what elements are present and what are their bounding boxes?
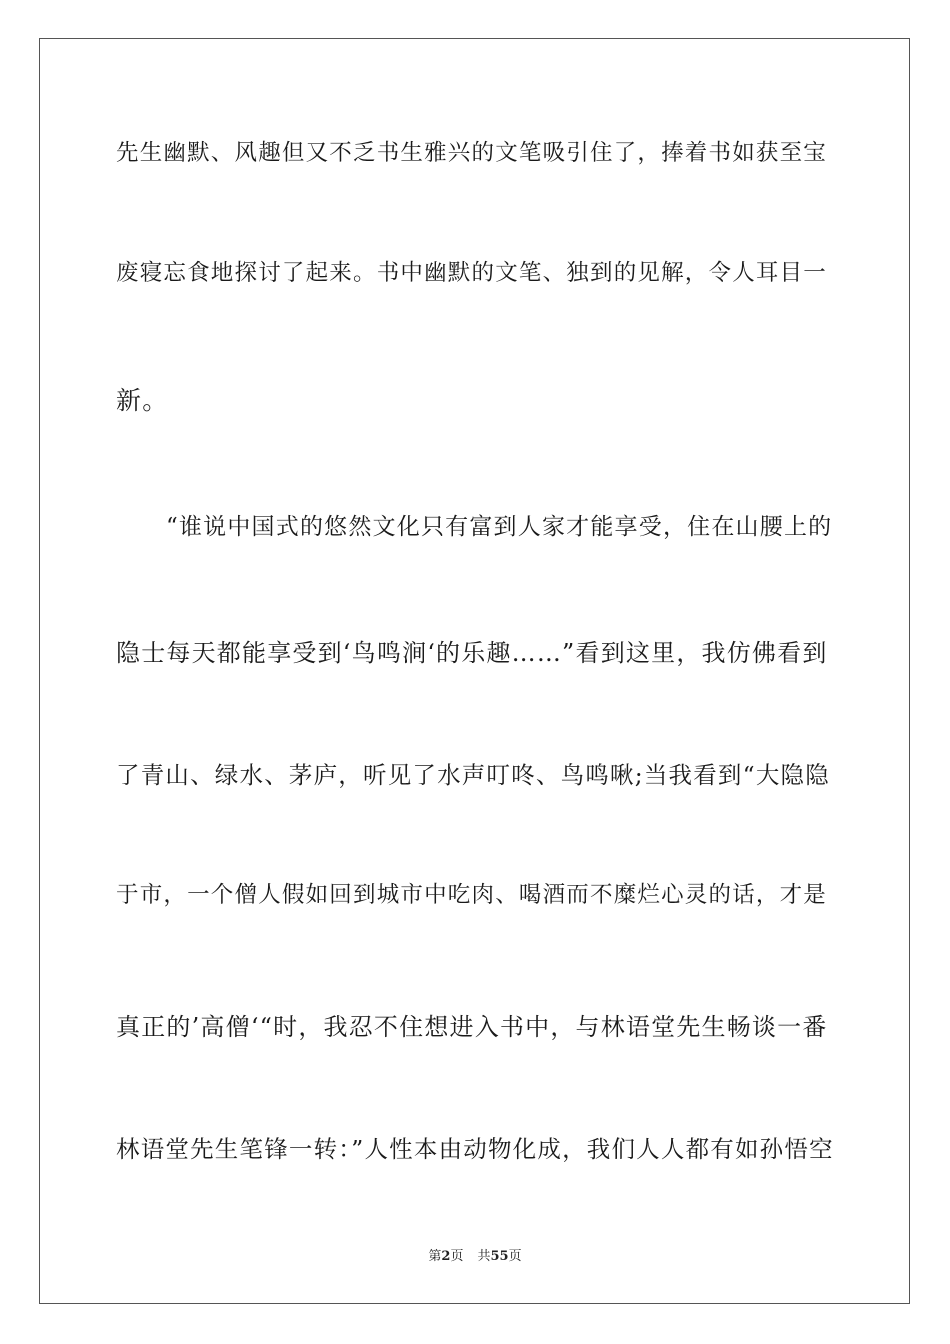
page-number: 2	[441, 1249, 451, 1264]
text-line: 真正的’高僧‘“时，我忍不住想进入书中，与林语堂先生畅谈一番	[116, 1013, 828, 1041]
text-line: 了青山、绿水、茅庐，听见了水声叮咚、鸟鸣啾;当我看到“大隐隐	[116, 761, 830, 789]
footer-prefix: 第	[428, 1249, 442, 1264]
page-footer	[0, 1248, 950, 1266]
text-line: 先生幽默、风趣但又不乏书生雅兴的文笔吸引住了，捧着书如获至宝	[116, 140, 828, 166]
text-line: 废寝忘食地探讨了起来。书中幽默的文笔、独到的见解，令人耳目一	[116, 260, 828, 286]
text-line: 于市，一个僧人假如回到城市中吃肉、喝酒而不糜烂心灵的话，才是	[116, 882, 828, 908]
footer-total-suffix: 页	[508, 1249, 522, 1264]
footer-page-suffix: 页	[450, 1249, 464, 1264]
text-line: 新。	[116, 386, 169, 415]
footer-total-prefix: 共	[477, 1249, 491, 1264]
page-border	[39, 38, 910, 1304]
total-pages: 55	[490, 1249, 509, 1264]
text-line: 林语堂先生笔锋一转：”人性本由动物化成，我们人人都有如孙悟空	[116, 1135, 834, 1163]
text-line: 隐士每天都能享受到‘鸟鸣涧‘的乐趣……”看到这里，我仿佛看到	[116, 639, 828, 667]
paragraph-start-line: “谁说中国式的悠然文化只有富到人家才能享受，住在山腰上的	[166, 514, 833, 540]
